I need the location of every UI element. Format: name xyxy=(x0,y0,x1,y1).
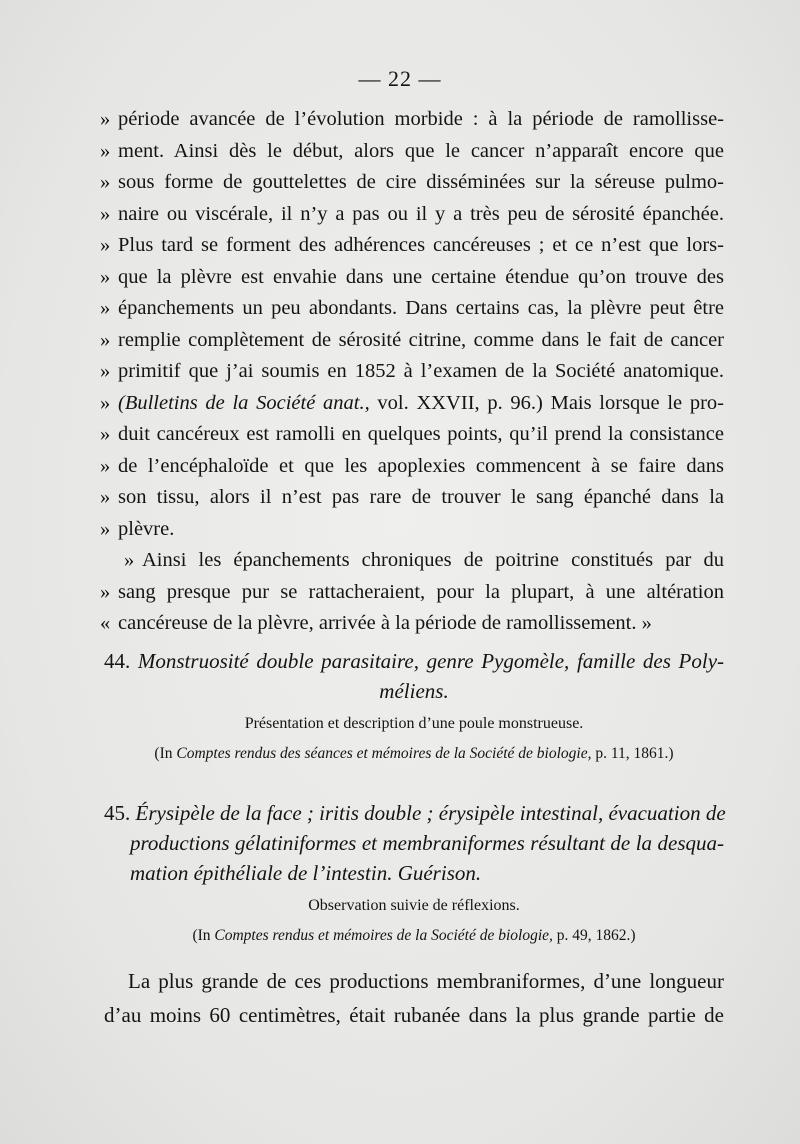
quote-line: » période avancée de l’évolution morbide : à la période de ramollisse- xyxy=(100,108,724,130)
closing-paragraph xyxy=(104,964,724,1032)
entry-reference: (In Comptes rendus et mémoires de la Société de biologie, p. 49, 1862.) xyxy=(192,927,636,944)
quote-line: » Ainsi les épanchements chroniques de poitrine constitués par du xyxy=(124,549,724,571)
quote-line: » plèvre. xyxy=(100,517,175,540)
quote-line: » primitif que j’ai soumis en 1852 à l’examen de la Société anatomique. xyxy=(100,360,724,382)
quote-line: « cancéreuse de la plèvre, arrivée à la période de ramollissement. » xyxy=(100,612,652,634)
entry-subtitle: Présentation et description d’une poule monstrueuse. xyxy=(244,715,584,732)
quote-line: » sang presque pur se rattacheraient, pour la plupart, à une altération xyxy=(100,580,724,603)
entry-number: 45. xyxy=(104,801,131,825)
quote-line: » Plus tard se forment des adhérences cancéreuses ; et ce n’est que lors- xyxy=(100,234,724,256)
entry-number: 44. xyxy=(104,649,131,673)
entry-45 xyxy=(104,798,724,948)
entry-subtitle: Observation suivie de réflexions. xyxy=(308,897,520,914)
quote-line: » (Bulletins de la Société anat., vol. XXVII, p. 96.) Mais lorsque le pro- xyxy=(100,391,725,414)
quote-line: » remplie complètement de sérosité citrine, comme dans le fait de cancer xyxy=(100,328,724,351)
paragraph-line: d’au moins 60 centimètres, était rubanée dans la plus grande partie de xyxy=(104,1003,724,1027)
quote-line: » épanchements un peu abondants. Dans certains cas, la plèvre peut être xyxy=(100,297,724,319)
quote-line: » de l’encéphaloïde et que les apoplexies commencent à se faire dans xyxy=(100,454,724,477)
quote-line: » sous forme de gouttelettes de cire disséminées sur la séreuse pulmo- xyxy=(100,171,724,193)
quotation-block xyxy=(100,104,724,640)
quote-line: » naire ou viscérale, il n’y a pas ou il y a très peu de sérosité épanchée. xyxy=(100,202,724,225)
entry-44 xyxy=(104,646,724,766)
quote-line: » son tissu, alors il n’est pas rare de trouver le sang épanché dans la xyxy=(100,486,724,508)
quote-line: » duit cancéreux est ramolli en quelques points, qu’il prend la consistance xyxy=(100,423,724,445)
paragraph-line: La plus grande de ces productions membraniformes, d’une longueur xyxy=(128,969,724,993)
entry-title: 45. Érysipèle de la face ; iritis double ; érysipèle intestinal, évacuation de productions gélatiniformes et membraniformes résultant de la desqua- mation épithéliale de l’intestin. Guérison. xyxy=(104,801,726,885)
quote-line: » ment. Ainsi dès le début, alors que le cancer n’apparaît encore que xyxy=(100,139,724,162)
entry-title: 44. Monstruosité double parasitaire, genre Pygomèle, famille des Poly- méliens. xyxy=(104,649,725,703)
page-number: — 22 — xyxy=(358,66,442,91)
quote-line: » que la plèvre est envahie dans une certaine étendue qu’on trouve des xyxy=(100,265,724,288)
entry-reference: (In Comptes rendus des séances et mémoires de la Société de biologie, p. 11, 1861.) xyxy=(154,745,674,762)
